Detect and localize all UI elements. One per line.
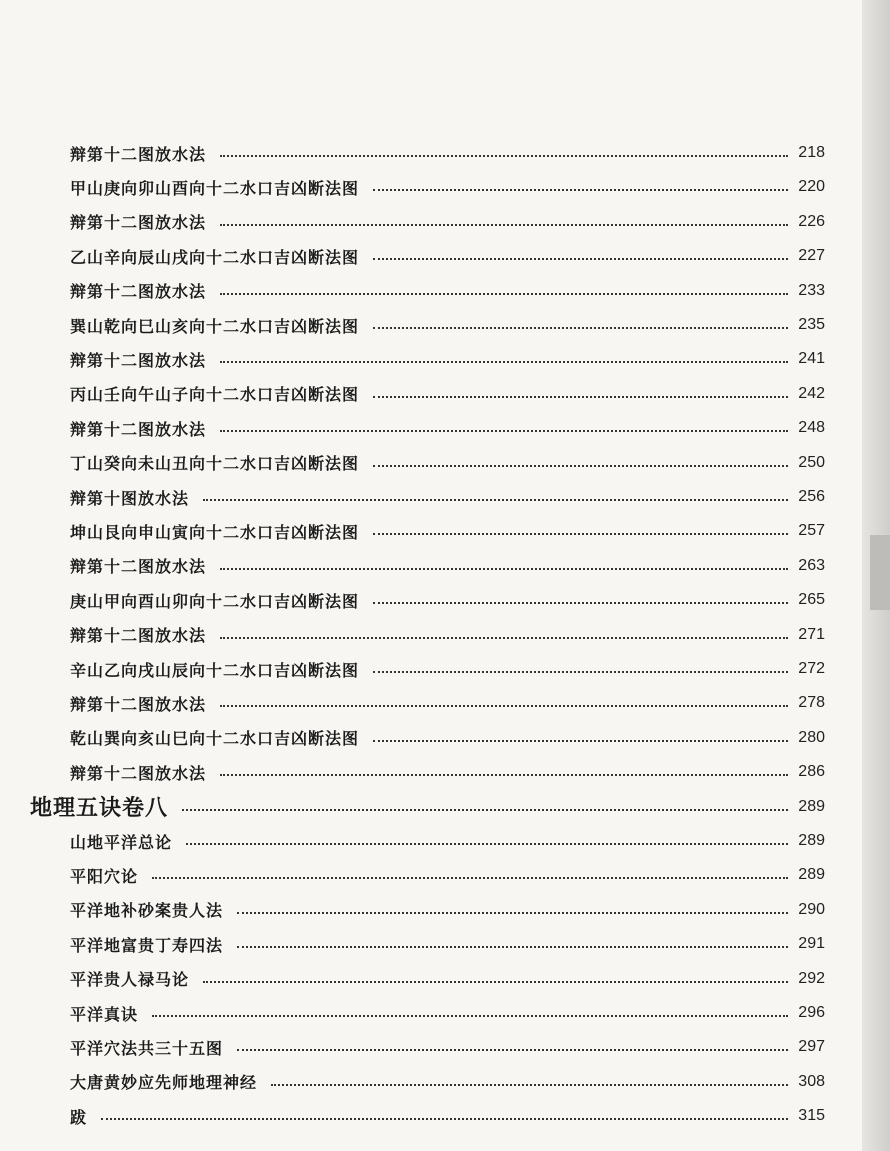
- dot-leader: [220, 361, 788, 363]
- toc-entry[interactable]: [70, 1032, 825, 1062]
- toc-entry[interactable]: [70, 929, 825, 959]
- toc-page-number: 220: [798, 178, 825, 196]
- toc-entry[interactable]: [70, 310, 825, 340]
- toc-entry[interactable]: [70, 138, 825, 168]
- toc-page-number: 235: [798, 316, 825, 333]
- dot-leader: [220, 155, 788, 157]
- dot-leader: [373, 258, 788, 260]
- dot-leader: [220, 774, 788, 776]
- toc-chapter-entry[interactable]: [30, 792, 825, 822]
- toc-entry-title: 丁山癸向未山丑向十二水口吉凶断法图: [70, 454, 360, 474]
- toc-entry-title: 地理五诀卷八: [30, 795, 169, 822]
- dot-leader: [203, 499, 788, 501]
- dot-leader: [237, 1049, 788, 1051]
- toc-entry[interactable]: [70, 826, 825, 856]
- toc-entry-title: 坤山艮向申山寅向十二水口吉凶断法图: [70, 522, 360, 542]
- toc-page-number: 242: [798, 384, 825, 402]
- toc-page-number: 308: [798, 1072, 825, 1090]
- toc-page-number: 272: [798, 660, 825, 677]
- dot-leader: [373, 396, 788, 398]
- dot-leader: [152, 877, 788, 879]
- dot-leader: [220, 568, 788, 570]
- toc-page-number: 227: [798, 247, 825, 265]
- toc-entry-title: 辩第十二图放水法: [70, 282, 207, 302]
- dot-leader: [182, 809, 788, 811]
- dot-leader: [237, 912, 788, 914]
- dot-leader: [271, 1084, 788, 1086]
- dot-leader: [220, 430, 788, 432]
- toc-entry-title: 平洋真诀: [70, 1004, 139, 1024]
- toc-entry[interactable]: [70, 413, 825, 443]
- toc-entry-title: 辩第十二图放水法: [70, 557, 207, 577]
- toc-page-number: 241: [798, 350, 825, 368]
- toc-page-number: 289: [798, 797, 825, 815]
- toc-page-number: 280: [798, 728, 825, 746]
- toc-entry[interactable]: [70, 585, 825, 615]
- toc-entry-title: 平阳穴论: [70, 866, 139, 886]
- toc-entry-title: 辩第十二图放水法: [70, 144, 207, 164]
- toc-entry-title: 甲山庚向卯山酉向十二水口吉凶断法图: [70, 178, 360, 198]
- dot-leader: [220, 293, 788, 295]
- toc-entry[interactable]: [70, 895, 825, 925]
- toc-page-number: 278: [798, 694, 825, 712]
- dot-leader: [373, 465, 788, 467]
- toc-entry-title: 辩第十图放水法: [70, 488, 190, 508]
- toc-entry-title: 平洋地富贵丁寿四法: [70, 935, 224, 955]
- toc-page-number: 263: [798, 556, 825, 574]
- toc-entry-title: 平洋贵人禄马论: [70, 970, 190, 990]
- dot-leader: [186, 843, 788, 845]
- toc-entry[interactable]: [70, 172, 825, 202]
- dot-leader: [373, 671, 788, 673]
- toc-entry-title: 辩第十二图放水法: [70, 213, 207, 233]
- toc-entry[interactable]: [70, 688, 825, 718]
- dot-leader: [373, 533, 788, 535]
- dot-leader: [220, 705, 788, 707]
- toc-entry[interactable]: [70, 757, 825, 787]
- toc-entry-title: 乾山巽向亥山巳向十二水口吉凶断法图: [70, 729, 360, 749]
- toc-entry-title: 辩第十二图放水法: [70, 763, 207, 783]
- toc-entry[interactable]: [70, 207, 825, 237]
- page-edge-tab: [870, 535, 890, 610]
- toc-entry[interactable]: [70, 1067, 825, 1097]
- toc-page-number: 289: [798, 866, 825, 884]
- toc-page-number: 315: [798, 1107, 825, 1125]
- toc-entry[interactable]: [70, 998, 825, 1028]
- toc-entry-title: 辛山乙向戌山辰向十二水口吉凶断法图: [70, 660, 360, 680]
- toc-entry[interactable]: [70, 1101, 825, 1131]
- toc-page-number: 291: [798, 935, 825, 953]
- toc-entry-title: 辩第十二图放水法: [70, 626, 207, 646]
- toc-entry[interactable]: [70, 276, 825, 306]
- dot-leader: [101, 1118, 788, 1120]
- toc-entry[interactable]: [70, 448, 825, 478]
- dot-leader: [373, 602, 788, 604]
- dot-leader: [373, 327, 788, 329]
- toc-page-number: 290: [798, 900, 825, 918]
- toc-entry[interactable]: [70, 241, 825, 271]
- dot-leader: [220, 224, 788, 226]
- toc-page-number: 248: [798, 419, 825, 437]
- toc-entry-title: 乙山辛向辰山戌向十二水口吉凶断法图: [70, 247, 360, 267]
- toc-page-number: 296: [798, 1004, 825, 1021]
- toc-page-number: 286: [798, 763, 825, 781]
- dot-leader: [220, 637, 788, 639]
- toc-page-number: 265: [798, 591, 825, 609]
- toc-entry[interactable]: [70, 482, 825, 512]
- dot-leader: [152, 1015, 788, 1017]
- toc-entry[interactable]: [70, 964, 825, 994]
- toc-entry[interactable]: [70, 516, 825, 546]
- toc-entry[interactable]: [70, 723, 825, 753]
- dot-leader: [237, 946, 788, 948]
- toc-entry-title: 跋: [70, 1107, 88, 1127]
- toc-entry[interactable]: [70, 551, 825, 581]
- toc-page-number: 292: [798, 969, 825, 987]
- toc-entry-title: 辩第十二图放水法: [70, 350, 207, 370]
- toc-entry-title: 大唐黄妙应先师地理神经: [70, 1073, 258, 1093]
- dot-leader: [373, 189, 788, 191]
- toc-entry-title: 庚山甲向酉山卯向十二水口吉凶断法图: [70, 591, 360, 611]
- toc-page-number: 218: [798, 144, 825, 161]
- toc-page-number: 289: [798, 832, 825, 849]
- toc-entry-title: 平洋穴法共三十五图: [70, 1038, 224, 1058]
- toc-entry[interactable]: [70, 344, 825, 374]
- toc-page-number: 297: [798, 1038, 825, 1056]
- dot-leader: [373, 740, 788, 742]
- toc-entry-title: 辩第十二图放水法: [70, 694, 207, 714]
- toc-page-number: 233: [798, 281, 825, 299]
- toc-entry[interactable]: [70, 654, 825, 684]
- toc-entry-title: 辩第十二图放水法: [70, 419, 207, 439]
- toc-page-number: 271: [798, 625, 825, 643]
- toc-page-number: 250: [798, 453, 825, 471]
- toc-entry[interactable]: [70, 860, 825, 890]
- toc-entry-title: 巽山乾向巳山亥向十二水口吉凶断法图: [70, 316, 360, 336]
- dot-leader: [203, 981, 788, 983]
- toc-entry[interactable]: [70, 379, 825, 409]
- toc-entry-title: 山地平洋总论: [70, 832, 173, 852]
- toc-page-number: 256: [798, 488, 825, 505]
- toc-entry[interactable]: [70, 620, 825, 650]
- toc-entry-title: 丙山壬向午山子向十二水口吉凶断法图: [70, 385, 360, 405]
- toc-page-number: 257: [798, 522, 825, 540]
- toc-page-number: 226: [798, 212, 825, 230]
- toc-entry-title: 平洋地补砂案贵人法: [70, 901, 224, 921]
